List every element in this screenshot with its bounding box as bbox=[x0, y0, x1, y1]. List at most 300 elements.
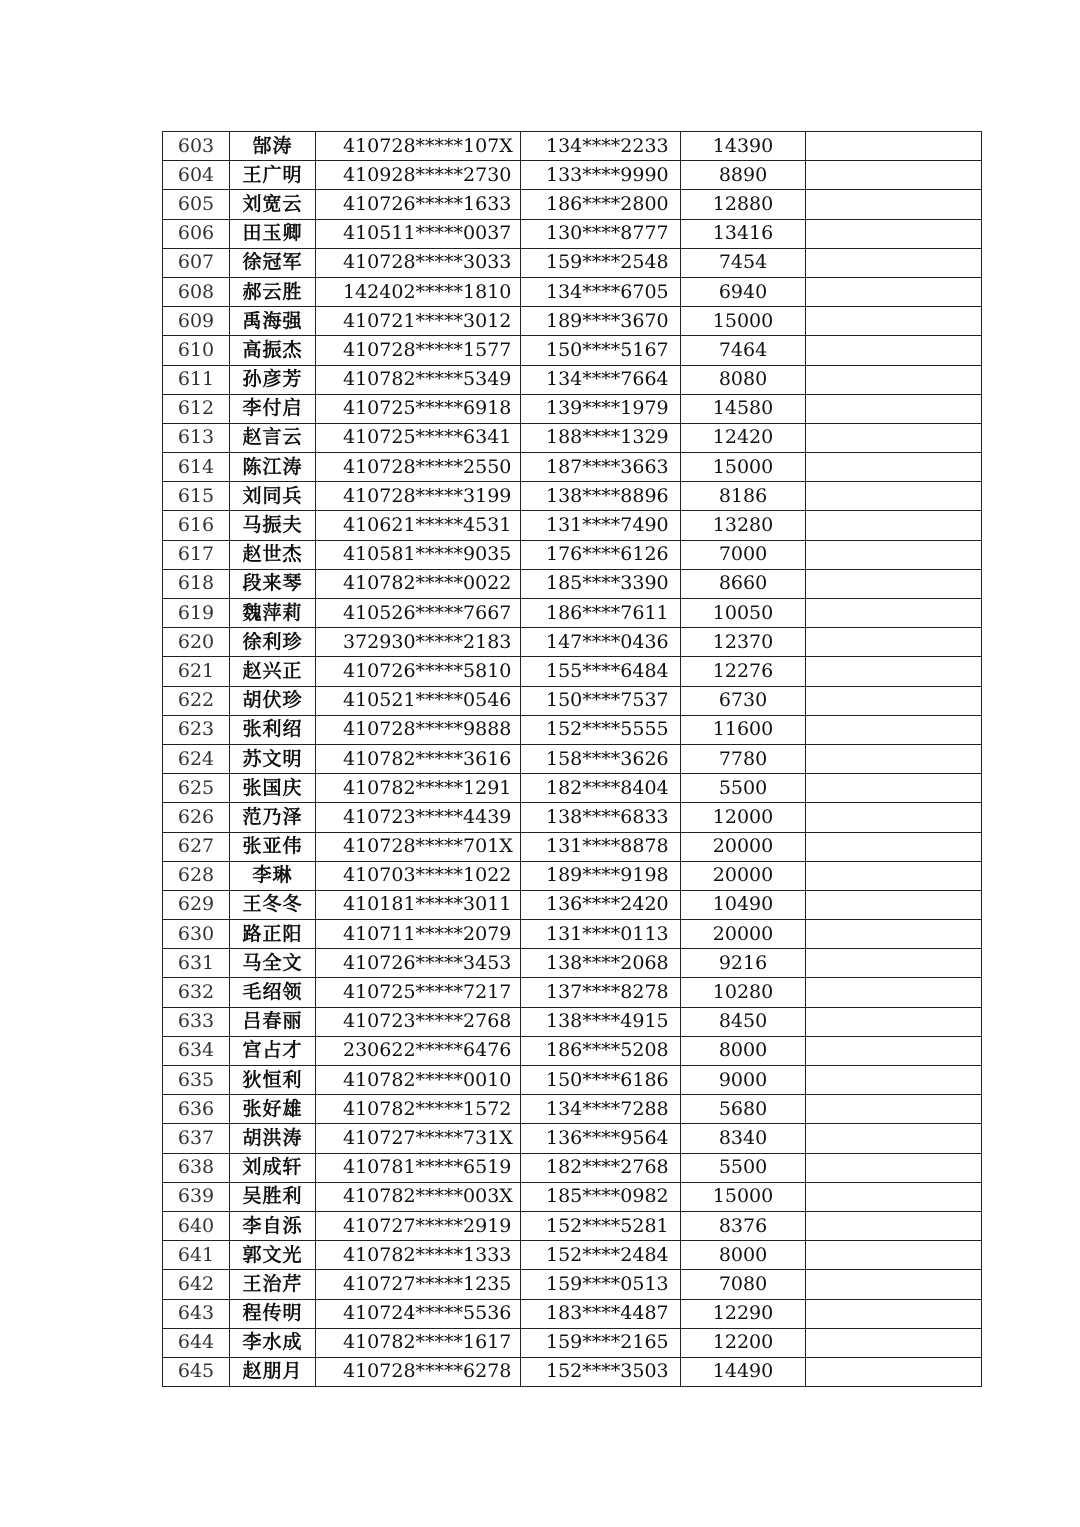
id-number-cell: 410782*****1333 bbox=[316, 1241, 521, 1270]
note-cell bbox=[806, 1328, 982, 1357]
row-number-cell: 623 bbox=[163, 715, 230, 744]
amount-cell: 10050 bbox=[681, 599, 806, 628]
row-number-cell: 631 bbox=[163, 949, 230, 978]
note-cell bbox=[806, 1357, 982, 1386]
id-number-cell: 410728*****9888 bbox=[316, 715, 521, 744]
id-number-cell: 410726*****5810 bbox=[316, 657, 521, 686]
id-number-cell: 410581*****9035 bbox=[316, 540, 521, 569]
note-cell bbox=[806, 365, 982, 394]
amount-cell: 5500 bbox=[681, 1153, 806, 1182]
roster-table-body bbox=[163, 132, 982, 1387]
row-number-cell: 621 bbox=[163, 657, 230, 686]
note-cell bbox=[806, 453, 982, 482]
phone-cell: 176****6126 bbox=[521, 540, 681, 569]
phone-cell: 137****8278 bbox=[521, 978, 681, 1007]
table-row bbox=[163, 715, 982, 744]
table-row bbox=[163, 482, 982, 511]
amount-cell: 9000 bbox=[681, 1066, 806, 1095]
phone-cell: 147****0436 bbox=[521, 628, 681, 657]
table-row bbox=[163, 453, 982, 482]
note-cell bbox=[806, 1299, 982, 1328]
phone-cell: 186****2800 bbox=[521, 190, 681, 219]
phone-cell: 134****6705 bbox=[521, 277, 681, 306]
id-number-cell: 410782*****1572 bbox=[316, 1095, 521, 1124]
name-cell: 马全文 bbox=[230, 949, 316, 978]
name-cell: 李琳 bbox=[230, 861, 316, 890]
amount-cell: 14390 bbox=[681, 132, 806, 161]
id-number-cell: 410728*****3199 bbox=[316, 482, 521, 511]
id-number-cell: 410728*****2550 bbox=[316, 453, 521, 482]
amount-cell: 10280 bbox=[681, 978, 806, 1007]
id-number-cell: 410723*****2768 bbox=[316, 1007, 521, 1036]
amount-cell: 9216 bbox=[681, 949, 806, 978]
id-number-cell: 410728*****107X bbox=[316, 132, 521, 161]
note-cell bbox=[806, 1036, 982, 1065]
id-number-cell: 410782*****5349 bbox=[316, 365, 521, 394]
name-cell: 王治芹 bbox=[230, 1270, 316, 1299]
row-number-cell: 611 bbox=[163, 365, 230, 394]
row-number-cell: 645 bbox=[163, 1357, 230, 1386]
name-cell: 苏文明 bbox=[230, 744, 316, 773]
id-number-cell: 410728*****3033 bbox=[316, 248, 521, 277]
table-row bbox=[163, 1328, 982, 1357]
name-cell: 郭文光 bbox=[230, 1241, 316, 1270]
note-cell bbox=[806, 219, 982, 248]
phone-cell: 159****0513 bbox=[521, 1270, 681, 1299]
note-cell bbox=[806, 774, 982, 803]
id-number-cell: 410782*****0010 bbox=[316, 1066, 521, 1095]
name-cell: 李付启 bbox=[230, 394, 316, 423]
phone-cell: 152****5281 bbox=[521, 1211, 681, 1240]
note-cell bbox=[806, 628, 982, 657]
table-row bbox=[163, 569, 982, 598]
phone-cell: 187****3663 bbox=[521, 453, 681, 482]
note-cell bbox=[806, 1007, 982, 1036]
row-number-cell: 606 bbox=[163, 219, 230, 248]
table-row bbox=[163, 1357, 982, 1386]
row-number-cell: 618 bbox=[163, 569, 230, 598]
name-cell: 徐冠军 bbox=[230, 248, 316, 277]
id-number-cell: 410782*****1617 bbox=[316, 1328, 521, 1357]
name-cell: 毛绍领 bbox=[230, 978, 316, 1007]
phone-cell: 150****6186 bbox=[521, 1066, 681, 1095]
name-cell: 张利绍 bbox=[230, 715, 316, 744]
phone-cell: 152****2484 bbox=[521, 1241, 681, 1270]
amount-cell: 8080 bbox=[681, 365, 806, 394]
row-number-cell: 641 bbox=[163, 1241, 230, 1270]
note-cell bbox=[806, 686, 982, 715]
table-row bbox=[163, 686, 982, 715]
amount-cell: 12000 bbox=[681, 803, 806, 832]
id-number-cell: 410521*****0546 bbox=[316, 686, 521, 715]
table-row bbox=[163, 540, 982, 569]
table-row bbox=[163, 599, 982, 628]
name-cell: 高振杰 bbox=[230, 336, 316, 365]
row-number-cell: 643 bbox=[163, 1299, 230, 1328]
note-cell bbox=[806, 569, 982, 598]
row-number-cell: 613 bbox=[163, 423, 230, 452]
name-cell: 胡伏珍 bbox=[230, 686, 316, 715]
name-cell: 刘同兵 bbox=[230, 482, 316, 511]
amount-cell: 20000 bbox=[681, 920, 806, 949]
name-cell: 郝云胜 bbox=[230, 277, 316, 306]
amount-cell: 20000 bbox=[681, 861, 806, 890]
id-number-cell: 410728*****6278 bbox=[316, 1357, 521, 1386]
note-cell bbox=[806, 832, 982, 861]
row-number-cell: 619 bbox=[163, 599, 230, 628]
table-row bbox=[163, 1270, 982, 1299]
phone-cell: 138****2068 bbox=[521, 949, 681, 978]
name-cell: 张好雄 bbox=[230, 1095, 316, 1124]
note-cell bbox=[806, 920, 982, 949]
table-row bbox=[163, 1299, 982, 1328]
row-number-cell: 609 bbox=[163, 307, 230, 336]
note-cell bbox=[806, 1211, 982, 1240]
amount-cell: 7080 bbox=[681, 1270, 806, 1299]
row-number-cell: 625 bbox=[163, 774, 230, 803]
row-number-cell: 640 bbox=[163, 1211, 230, 1240]
note-cell bbox=[806, 599, 982, 628]
name-cell: 赵世杰 bbox=[230, 540, 316, 569]
phone-cell: 185****0982 bbox=[521, 1182, 681, 1211]
name-cell: 吕春丽 bbox=[230, 1007, 316, 1036]
amount-cell: 8000 bbox=[681, 1241, 806, 1270]
row-number-cell: 634 bbox=[163, 1036, 230, 1065]
amount-cell: 8890 bbox=[681, 161, 806, 190]
note-cell bbox=[806, 1182, 982, 1211]
table-row bbox=[163, 628, 982, 657]
row-number-cell: 610 bbox=[163, 336, 230, 365]
name-cell: 狄恒利 bbox=[230, 1066, 316, 1095]
amount-cell: 8450 bbox=[681, 1007, 806, 1036]
table-row bbox=[163, 423, 982, 452]
row-number-cell: 626 bbox=[163, 803, 230, 832]
phone-cell: 131****0113 bbox=[521, 920, 681, 949]
table-row bbox=[163, 1036, 982, 1065]
amount-cell: 8186 bbox=[681, 482, 806, 511]
note-cell bbox=[806, 657, 982, 686]
amount-cell: 5500 bbox=[681, 774, 806, 803]
note-cell bbox=[806, 803, 982, 832]
table-row bbox=[163, 219, 982, 248]
id-number-cell: 372930*****2183 bbox=[316, 628, 521, 657]
id-number-cell: 410782*****0022 bbox=[316, 569, 521, 598]
table-row bbox=[163, 1095, 982, 1124]
row-number-cell: 639 bbox=[163, 1182, 230, 1211]
amount-cell: 8000 bbox=[681, 1036, 806, 1065]
note-cell bbox=[806, 394, 982, 423]
note-cell bbox=[806, 540, 982, 569]
name-cell: 徐利珍 bbox=[230, 628, 316, 657]
id-number-cell: 410621*****4531 bbox=[316, 511, 521, 540]
note-cell bbox=[806, 132, 982, 161]
amount-cell: 7000 bbox=[681, 540, 806, 569]
amount-cell: 15000 bbox=[681, 307, 806, 336]
name-cell: 孙彦芳 bbox=[230, 365, 316, 394]
name-cell: 张国庆 bbox=[230, 774, 316, 803]
id-number-cell: 142402*****1810 bbox=[316, 277, 521, 306]
phone-cell: 138****6833 bbox=[521, 803, 681, 832]
table-row bbox=[163, 248, 982, 277]
table-row bbox=[163, 277, 982, 306]
table-row bbox=[163, 132, 982, 161]
amount-cell: 8376 bbox=[681, 1211, 806, 1240]
phone-cell: 159****2548 bbox=[521, 248, 681, 277]
table-row bbox=[163, 803, 982, 832]
amount-cell: 15000 bbox=[681, 1182, 806, 1211]
id-number-cell: 410703*****1022 bbox=[316, 861, 521, 890]
phone-cell: 134****2233 bbox=[521, 132, 681, 161]
note-cell bbox=[806, 861, 982, 890]
id-number-cell: 410725*****7217 bbox=[316, 978, 521, 1007]
row-number-cell: 630 bbox=[163, 920, 230, 949]
amount-cell: 15000 bbox=[681, 453, 806, 482]
note-cell bbox=[806, 744, 982, 773]
name-cell: 张亚伟 bbox=[230, 832, 316, 861]
phone-cell: 138****4915 bbox=[521, 1007, 681, 1036]
row-number-cell: 612 bbox=[163, 394, 230, 423]
table-row bbox=[163, 161, 982, 190]
table-row bbox=[163, 1007, 982, 1036]
note-cell bbox=[806, 1153, 982, 1182]
row-number-cell: 615 bbox=[163, 482, 230, 511]
amount-cell: 12276 bbox=[681, 657, 806, 686]
note-cell bbox=[806, 482, 982, 511]
name-cell: 郜涛 bbox=[230, 132, 316, 161]
note-cell bbox=[806, 1095, 982, 1124]
note-cell bbox=[806, 1241, 982, 1270]
row-number-cell: 627 bbox=[163, 832, 230, 861]
row-number-cell: 624 bbox=[163, 744, 230, 773]
note-cell bbox=[806, 890, 982, 919]
note-cell bbox=[806, 978, 982, 1007]
name-cell: 禹海强 bbox=[230, 307, 316, 336]
row-number-cell: 635 bbox=[163, 1066, 230, 1095]
row-number-cell: 616 bbox=[163, 511, 230, 540]
amount-cell: 12420 bbox=[681, 423, 806, 452]
note-cell bbox=[806, 248, 982, 277]
name-cell: 李水成 bbox=[230, 1328, 316, 1357]
phone-cell: 189****9198 bbox=[521, 861, 681, 890]
amount-cell: 7464 bbox=[681, 336, 806, 365]
name-cell: 路正阳 bbox=[230, 920, 316, 949]
amount-cell: 5680 bbox=[681, 1095, 806, 1124]
table-row bbox=[163, 1153, 982, 1182]
id-number-cell: 410728*****701X bbox=[316, 832, 521, 861]
note-cell bbox=[806, 1066, 982, 1095]
table-row bbox=[163, 1211, 982, 1240]
name-cell: 宫占才 bbox=[230, 1036, 316, 1065]
phone-cell: 188****1329 bbox=[521, 423, 681, 452]
row-number-cell: 622 bbox=[163, 686, 230, 715]
row-number-cell: 608 bbox=[163, 277, 230, 306]
name-cell: 赵兴正 bbox=[230, 657, 316, 686]
name-cell: 王广明 bbox=[230, 161, 316, 190]
id-number-cell: 410728*****1577 bbox=[316, 336, 521, 365]
table-row bbox=[163, 978, 982, 1007]
row-number-cell: 605 bbox=[163, 190, 230, 219]
table-row bbox=[163, 511, 982, 540]
id-number-cell: 410726*****1633 bbox=[316, 190, 521, 219]
phone-cell: 131****8878 bbox=[521, 832, 681, 861]
table-row bbox=[163, 657, 982, 686]
table-row bbox=[163, 336, 982, 365]
phone-cell: 150****5167 bbox=[521, 336, 681, 365]
roster-table bbox=[162, 131, 982, 1387]
id-number-cell: 410782*****003X bbox=[316, 1182, 521, 1211]
note-cell bbox=[806, 423, 982, 452]
note-cell bbox=[806, 277, 982, 306]
phone-cell: 134****7288 bbox=[521, 1095, 681, 1124]
id-number-cell: 410511*****0037 bbox=[316, 219, 521, 248]
id-number-cell: 410782*****1291 bbox=[316, 774, 521, 803]
name-cell: 李自泺 bbox=[230, 1211, 316, 1240]
table-row bbox=[163, 774, 982, 803]
table-row bbox=[163, 861, 982, 890]
amount-cell: 6940 bbox=[681, 277, 806, 306]
table-row bbox=[163, 1241, 982, 1270]
phone-cell: 133****9990 bbox=[521, 161, 681, 190]
phone-cell: 186****7611 bbox=[521, 599, 681, 628]
name-cell: 刘宽云 bbox=[230, 190, 316, 219]
note-cell bbox=[806, 715, 982, 744]
row-number-cell: 614 bbox=[163, 453, 230, 482]
row-number-cell: 642 bbox=[163, 1270, 230, 1299]
id-number-cell: 230622*****6476 bbox=[316, 1036, 521, 1065]
table-row bbox=[163, 1124, 982, 1153]
table-row bbox=[163, 832, 982, 861]
table-row bbox=[163, 744, 982, 773]
amount-cell: 8660 bbox=[681, 569, 806, 598]
table-row bbox=[163, 920, 982, 949]
phone-cell: 185****3390 bbox=[521, 569, 681, 598]
table-row bbox=[163, 1182, 982, 1211]
name-cell: 刘成轩 bbox=[230, 1153, 316, 1182]
phone-cell: 186****5208 bbox=[521, 1036, 681, 1065]
table-row bbox=[163, 365, 982, 394]
phone-cell: 152****5555 bbox=[521, 715, 681, 744]
amount-cell: 10490 bbox=[681, 890, 806, 919]
row-number-cell: 637 bbox=[163, 1124, 230, 1153]
amount-cell: 14580 bbox=[681, 394, 806, 423]
phone-cell: 136****2420 bbox=[521, 890, 681, 919]
name-cell: 吴胜利 bbox=[230, 1182, 316, 1211]
phone-cell: 134****7664 bbox=[521, 365, 681, 394]
phone-cell: 159****2165 bbox=[521, 1328, 681, 1357]
phone-cell: 131****7490 bbox=[521, 511, 681, 540]
amount-cell: 8340 bbox=[681, 1124, 806, 1153]
id-number-cell: 410727*****731X bbox=[316, 1124, 521, 1153]
name-cell: 魏萍莉 bbox=[230, 599, 316, 628]
name-cell: 范乃泽 bbox=[230, 803, 316, 832]
row-number-cell: 636 bbox=[163, 1095, 230, 1124]
table-row bbox=[163, 307, 982, 336]
row-number-cell: 603 bbox=[163, 132, 230, 161]
row-number-cell: 633 bbox=[163, 1007, 230, 1036]
amount-cell: 14490 bbox=[681, 1357, 806, 1386]
row-number-cell: 604 bbox=[163, 161, 230, 190]
name-cell: 赵言云 bbox=[230, 423, 316, 452]
phone-cell: 138****8896 bbox=[521, 482, 681, 511]
row-number-cell: 638 bbox=[163, 1153, 230, 1182]
note-cell bbox=[806, 511, 982, 540]
row-number-cell: 644 bbox=[163, 1328, 230, 1357]
amount-cell: 7454 bbox=[681, 248, 806, 277]
id-number-cell: 410782*****3616 bbox=[316, 744, 521, 773]
id-number-cell: 410181*****3011 bbox=[316, 890, 521, 919]
amount-cell: 7780 bbox=[681, 744, 806, 773]
table-row bbox=[163, 1066, 982, 1095]
name-cell: 段来琴 bbox=[230, 569, 316, 598]
note-cell bbox=[806, 1270, 982, 1299]
note-cell bbox=[806, 336, 982, 365]
name-cell: 王冬冬 bbox=[230, 890, 316, 919]
phone-cell: 189****3670 bbox=[521, 307, 681, 336]
amount-cell: 6730 bbox=[681, 686, 806, 715]
name-cell: 程传明 bbox=[230, 1299, 316, 1328]
amount-cell: 12290 bbox=[681, 1299, 806, 1328]
name-cell: 陈江涛 bbox=[230, 453, 316, 482]
id-number-cell: 410726*****3453 bbox=[316, 949, 521, 978]
phone-cell: 130****8777 bbox=[521, 219, 681, 248]
phone-cell: 139****1979 bbox=[521, 394, 681, 423]
amount-cell: 12370 bbox=[681, 628, 806, 657]
amount-cell: 20000 bbox=[681, 832, 806, 861]
phone-cell: 150****7537 bbox=[521, 686, 681, 715]
amount-cell: 13416 bbox=[681, 219, 806, 248]
id-number-cell: 410711*****2079 bbox=[316, 920, 521, 949]
id-number-cell: 410725*****6918 bbox=[316, 394, 521, 423]
phone-cell: 182****8404 bbox=[521, 774, 681, 803]
phone-cell: 136****9564 bbox=[521, 1124, 681, 1153]
name-cell: 赵朋月 bbox=[230, 1357, 316, 1386]
phone-cell: 183****4487 bbox=[521, 1299, 681, 1328]
phone-cell: 152****3503 bbox=[521, 1357, 681, 1386]
row-number-cell: 620 bbox=[163, 628, 230, 657]
note-cell bbox=[806, 161, 982, 190]
table-row bbox=[163, 890, 982, 919]
note-cell bbox=[806, 949, 982, 978]
id-number-cell: 410724*****5536 bbox=[316, 1299, 521, 1328]
row-number-cell: 607 bbox=[163, 248, 230, 277]
id-number-cell: 410781*****6519 bbox=[316, 1153, 521, 1182]
row-number-cell: 628 bbox=[163, 861, 230, 890]
id-number-cell: 410721*****3012 bbox=[316, 307, 521, 336]
note-cell bbox=[806, 1124, 982, 1153]
id-number-cell: 410723*****4439 bbox=[316, 803, 521, 832]
row-number-cell: 629 bbox=[163, 890, 230, 919]
name-cell: 马振夫 bbox=[230, 511, 316, 540]
id-number-cell: 410727*****1235 bbox=[316, 1270, 521, 1299]
amount-cell: 12880 bbox=[681, 190, 806, 219]
id-number-cell: 410526*****7667 bbox=[316, 599, 521, 628]
phone-cell: 158****3626 bbox=[521, 744, 681, 773]
row-number-cell: 632 bbox=[163, 978, 230, 1007]
id-number-cell: 410928*****2730 bbox=[316, 161, 521, 190]
amount-cell: 11600 bbox=[681, 715, 806, 744]
table-row bbox=[163, 949, 982, 978]
table-row bbox=[163, 190, 982, 219]
row-number-cell: 617 bbox=[163, 540, 230, 569]
phone-cell: 155****6484 bbox=[521, 657, 681, 686]
id-number-cell: 410727*****2919 bbox=[316, 1211, 521, 1240]
name-cell: 胡洪涛 bbox=[230, 1124, 316, 1153]
phone-cell: 182****2768 bbox=[521, 1153, 681, 1182]
id-number-cell: 410725*****6341 bbox=[316, 423, 521, 452]
note-cell bbox=[806, 307, 982, 336]
amount-cell: 13280 bbox=[681, 511, 806, 540]
name-cell: 田玉卿 bbox=[230, 219, 316, 248]
